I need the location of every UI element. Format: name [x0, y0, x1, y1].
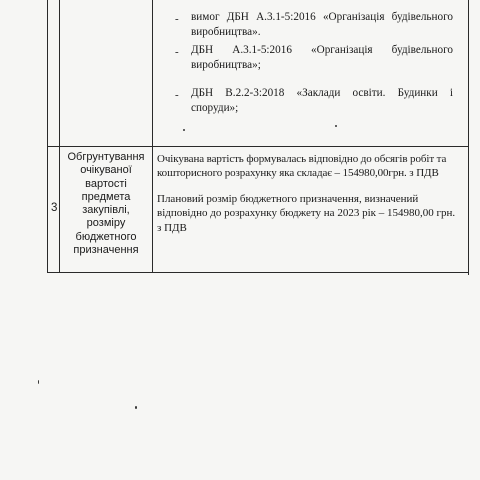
bullet-marker: -	[175, 46, 179, 58]
criterion-title: Обгрунтування очікуваної вартості предмета закупівлі, розміру бюджетного призначення	[67, 151, 145, 257]
bullet-marker: -	[175, 89, 179, 101]
bullet-marker: -	[175, 13, 179, 25]
row-number: 3	[51, 202, 58, 214]
table-criterion-column-divider	[152, 0, 153, 272]
bullet-item-2: ДБН А.3.1-5:2016 «Організація будівельного виробництва»;	[191, 44, 453, 71]
scan-speck	[135, 406, 137, 409]
budget-paragraph: Плановий розмір бюджетного призначення, визначений відповідно до розрахунку бюджету на 2023 рік – 154980,00 грн. з ПДВ	[157, 193, 456, 234]
scan-speck	[183, 129, 185, 131]
bullet-item-1: вимог ДБН А.3.1-5:2016 «Організація будівельного виробництва».	[191, 11, 453, 38]
table-row-divider	[47, 146, 469, 147]
table-right-border	[468, 0, 469, 275]
table-number-column-divider	[59, 0, 60, 272]
bullet-item-3: ДБН В.2.2-3:2018 «Заклади освіти. Будинки і споруди»;	[191, 87, 453, 114]
expected-cost-paragraph: Очікувана вартість формувалась відповідно до обсягів робіт та кошторисного розрахунку яка складає – 154980,00грн. з ПДВ	[157, 153, 447, 180]
table-bottom-border	[47, 272, 469, 273]
table-left-border	[47, 0, 48, 272]
scan-speck	[38, 380, 39, 384]
scan-speck	[335, 125, 337, 127]
